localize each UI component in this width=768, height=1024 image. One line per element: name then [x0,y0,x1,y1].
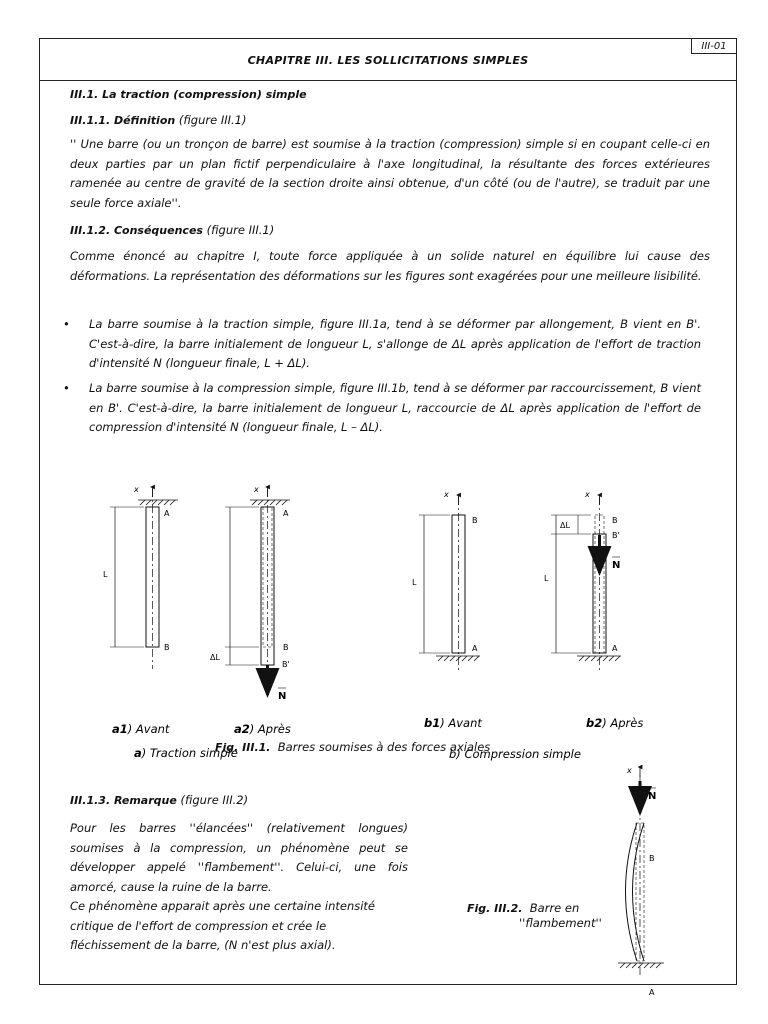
axis-x-label: x [134,485,139,494]
page-frame [39,38,737,997]
section-1-3-title: III.1.3. Remarque [70,794,177,807]
subsection-heading [70,791,410,811]
bullet-traction-text: La barre soumise à la traction simple, figure III.1a, tend à se déformer par allongement, B vient en B'. C'est-à-dire, la barre initialement de longueur L, s'allonge de ΔL après application de l'effort de traction d'intensité N (longueur finale, L + ΔL). [89,317,701,370]
point-a-label: A [649,988,655,997]
point-a-label: A [612,644,618,653]
page-number: III-01 [691,38,737,54]
caption-b2-key: b2 [586,716,603,730]
axis-x-label: x [627,766,632,775]
figure-iii-1 [40,437,738,767]
point-b-label: B [472,516,478,525]
figure-2-caption-key: Fig. III.2. [467,902,523,915]
axis-x-label: x [254,485,259,494]
caption-b1 [424,716,482,730]
caption-a2 [234,722,291,736]
caption-b2 [586,716,643,730]
force-n-label: N [612,560,621,571]
force-n-label: N [278,691,287,702]
subsection-heading [70,111,710,131]
force-n-label: N [648,791,657,802]
buckled-bar-left [626,823,638,961]
section-1-2-title: III.1.2. Conséquences [70,224,203,237]
figure-1-caption-key: Fig. III.1. [215,741,271,754]
point-b-label: B [649,854,655,863]
point-b-label: B [612,516,618,525]
point-a-label: A [164,509,170,518]
section-heading [70,85,710,105]
caption-a2-text: ) Après [249,722,291,736]
length-l-label: L [412,578,417,587]
figure-2-caption [467,901,602,931]
definition-paragraph [70,135,710,213]
caption-b-compression: b) Compression simple [449,747,581,761]
remark-paragraph [70,819,408,956]
caption-a-key: a [134,746,142,760]
length-l-label: L [544,574,549,583]
point-b-label: B [164,643,170,652]
remark-text-2: Ce phénomène apparait après une certaine intensité critique de l'effort de compression et crée le fléchissement de la barre, (N n'est plus axial). [70,899,376,952]
bullet-dot: • [63,317,70,331]
caption-b1-key: b1 [424,716,441,730]
delta-l-label: ΔL [210,653,220,662]
figure-2-caption-line1: Barre en [529,901,580,915]
point-b-prime-label: B' [612,531,620,540]
ground-support [618,963,664,968]
buckled-bar-right [633,823,645,961]
delta-l-label: ΔL [560,521,570,530]
section-1-1-title: III.1.1. Définition [70,114,176,127]
remark-text-1: Pour les barres ''élancées'' (relativement longues) soumises à la compression, un phénomène peut se développer appelé ''flambement''. Celui-ci, une fois amorcé, cause la ruine de la barre. [70,821,408,894]
caption-a-text: ) Traction simple [141,746,238,760]
caption-b1-text: ) Avant [440,716,482,730]
section-1-3-figref: (figure III.2) [180,793,249,807]
figure-iii-2 [596,761,686,997]
caption-a2-key: a2 [234,722,250,736]
bar-a1-traction-before [103,485,178,669]
chapter-title: CHAPITRE III. LES SOLLICITATIONS SIMPLES [247,54,529,67]
length-l-label: L [103,570,108,579]
bar-a2-traction-after [210,485,290,702]
caption-a1-key: a1 [112,722,128,736]
point-a-label: A [283,509,289,518]
bullet-dot: • [63,381,70,395]
point-b-prime-label: B' [282,660,290,669]
caption-a1 [112,722,170,736]
definition-text: '' Une barre (ou un tronçon de barre) est soumise à la traction (compression) simple si en coupant celle-ci en deux parties par un plan fictif perpendiculaire à l'axe longitudinal, la résultante des forces extérieures ramenée au centre de gravité de la section droite ainsi obtenue, d'un côté (ou de l'autre), se traduit par une seule force axiale''. [70,137,710,210]
point-a-label: A [472,644,478,653]
section-1-title: III.1. La traction (compression) simple [70,88,307,101]
figure-2-caption-line2: ''flambement'' [519,916,602,930]
section-1-2-figref: (figure III.1) [206,223,275,237]
caption-a1-text: ) Avant [127,722,170,736]
bullet-compression [63,379,701,438]
header-divider [40,80,736,81]
consequences-text: Comme énoncé au chapitre I, toute force appliquée à un solide naturel en équilibre lui cause des déformations. La représentation des déformations sur les figures sont exagérées pour une meilleure lisibilité. [70,249,710,283]
bar-b2-compression-after [544,490,621,671]
consequences-paragraph [70,247,710,286]
axis-x-label: x [444,490,449,499]
figure-1-caption [215,738,615,758]
axis-x-label: x [585,490,590,499]
subsection-heading [70,221,710,241]
bullet-compression-text: La barre soumise à la compression simple, figure III.1b, tend à se déformer par raccourcissement, B vient en B'. C'est-à-dire, la barre initialement de longueur L, raccourcie de ΔL après application de l'effort de compression d'intensité N (longueur finale, L – ΔL). [89,381,701,434]
section-1-1-figref: (figure III.1) [178,113,247,127]
caption-b2-text: ) Après [602,716,644,730]
bar-b1-compression-before [412,490,480,671]
figure-1-caption-text: Barres soumises à des forces axiales [277,740,491,754]
point-b-label: B [283,643,289,652]
bullet-traction [63,315,701,374]
